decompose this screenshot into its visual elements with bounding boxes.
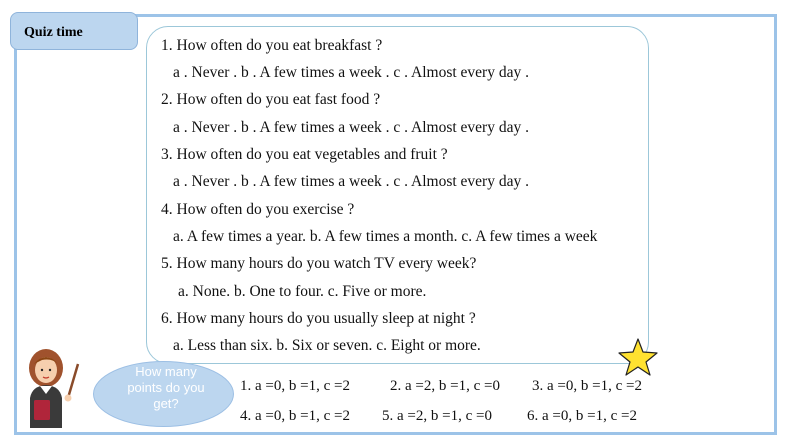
options-3: a . Never . b . A few times a week . c . Almost every day . — [173, 173, 529, 190]
star-icon — [617, 337, 659, 377]
question-4: 4. How often do you exercise ? — [161, 201, 355, 218]
score-key-5: 5. a =2, b =1, c =0 — [382, 408, 492, 424]
score-key-1: 1. a =0, b =1, c =2 — [240, 378, 350, 394]
score-key-3: 3. a =0, b =1, c =2 — [532, 378, 642, 394]
options-2: a . Never . b . A few times a week . c . Almost every day . — [173, 119, 529, 136]
options-1: a . Never . b . A few times a week . c . Almost every day . — [173, 64, 529, 81]
question-1: 1. How often do you eat breakfast ? — [161, 37, 383, 54]
options-4: a. A few times a year. b. A few times a month. c. A few times a week — [173, 228, 598, 245]
question-6: 6. How many hours do you usually sleep at night ? — [161, 310, 476, 327]
score-key-6: 6. a =0, b =1, c =2 — [527, 408, 637, 424]
question-2: 2. How often do you eat fast food ? — [161, 91, 381, 108]
score-key-4: 4. a =0, b =1, c =2 — [240, 408, 350, 424]
question-5: 5. How many hours do you watch TV every week? — [161, 255, 477, 272]
teacher-illustration-icon — [18, 346, 88, 428]
speech-bubble-text: How many points do you get? — [127, 364, 205, 411]
options-5: a. None. b. One to four. c. Five or more. — [178, 283, 427, 300]
score-key-2: 2. a =2, b =1, c =0 — [390, 378, 500, 394]
question-3: 3. How often do you eat vegetables and fruit ? — [161, 146, 448, 163]
quiz-time-label: Quiz time — [24, 25, 83, 40]
options-6: a. Less than six. b. Six or seven. c. Eight or more. — [173, 337, 481, 354]
